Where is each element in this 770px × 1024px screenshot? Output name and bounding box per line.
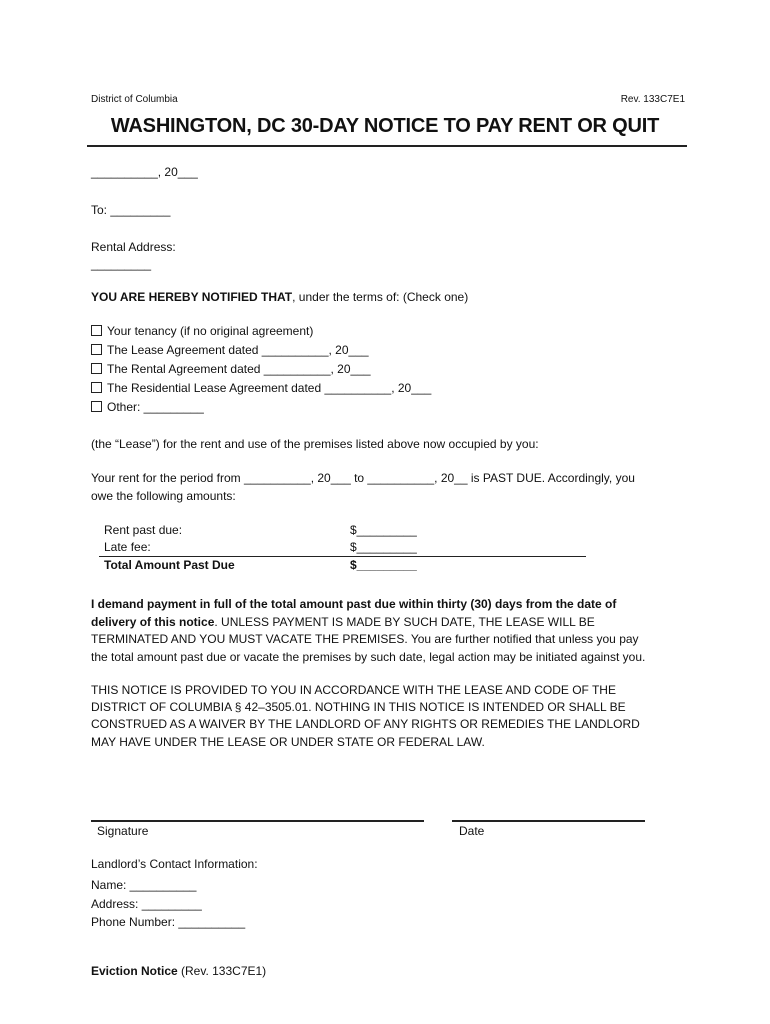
checkbox-icon[interactable] xyxy=(91,344,102,355)
demand-bold-fragment: delivery of this notice xyxy=(91,615,215,629)
rental-address-field: _________ xyxy=(91,257,152,271)
legal-line: MAY HAVE UNDER THE LEASE OR UNDER STATE OR FEDERAL LAW. xyxy=(91,735,485,749)
checkbox-icon[interactable] xyxy=(91,363,102,374)
check-option[interactable] xyxy=(91,360,371,379)
check-option[interactable] xyxy=(91,341,369,360)
rent-period-line: owe the following amounts: xyxy=(91,489,236,503)
document-title: WASHINGTON, DC 30-DAY NOTICE TO PAY RENT OR QUIT xyxy=(110,115,660,137)
legal-line: THIS NOTICE IS PROVIDED TO YOU IN ACCORDANCE WITH THE LEASE AND CODE OF THE xyxy=(91,683,616,697)
total-value: $_________ xyxy=(350,558,417,572)
footer-bold: Eviction Notice xyxy=(91,964,178,978)
notice-lead xyxy=(91,288,468,307)
footer-rest: (Rev. 133C7E1) xyxy=(177,964,267,978)
footer-label xyxy=(91,962,266,981)
contact-address: Address: _________ xyxy=(91,897,202,911)
contact-phone: Phone Number: __________ xyxy=(91,915,246,929)
notice-lead-rest: , under the terms of: (Check one) xyxy=(292,290,469,304)
demand-line: I demand payment in full of the total amount past due within thirty (30) days from the date of xyxy=(91,597,617,611)
signature-label: Signature xyxy=(97,824,149,838)
amount-label: Rent past due: xyxy=(104,523,183,537)
check-option-label: The Rental Agreement dated __________, 20___ xyxy=(107,362,371,376)
demand-rest-fragment: . UNLESS PAYMENT IS MADE BY SUCH DATE, THE LEASE WILL BE xyxy=(214,615,595,629)
lease-statement: (the “Lease”) for the rent and use of the premises listed above now occupied by you: xyxy=(91,437,539,451)
check-option-label: The Residential Lease Agreement dated __________, 20___ xyxy=(107,381,432,395)
check-option-label: Other: _________ xyxy=(107,400,204,414)
check-option[interactable] xyxy=(91,322,313,341)
check-option-label: Your tenancy (if no original agreement) xyxy=(107,324,314,338)
demand-line: TERMINATED AND YOU MUST VACATE THE PREMISES. You are further notified that unless you pay xyxy=(91,632,639,646)
amount-value: $_________ xyxy=(350,523,417,537)
total-label: Total Amount Past Due xyxy=(104,558,235,572)
check-option-label: The Lease Agreement dated __________, 20___ xyxy=(107,343,369,357)
checkbox-icon[interactable] xyxy=(91,382,102,393)
contact-heading: Landlord’s Contact Information: xyxy=(91,857,258,871)
contact-name: Name: __________ xyxy=(91,878,197,892)
checkbox-icon[interactable] xyxy=(91,401,102,412)
revision-label: Rev. 133C7E1 xyxy=(620,94,685,105)
demand-line: the total amount past due or vacate the premises by such date, legal action may be initiated against you. xyxy=(91,650,646,664)
check-option[interactable] xyxy=(91,398,204,417)
rental-address-label: Rental Address: xyxy=(91,240,176,254)
check-option[interactable] xyxy=(91,379,431,398)
amount-value: $_________ xyxy=(350,540,417,554)
amount-label: Late fee: xyxy=(104,540,151,554)
checkbox-icon[interactable] xyxy=(91,325,102,336)
notice-lead-bold: YOU ARE HEREBY NOTIFIED THAT xyxy=(91,290,293,304)
date-field: __________, 20___ xyxy=(91,165,198,179)
legal-line: DISTRICT OF COLUMBIA § 42–3505.01. NOTHING IN THIS NOTICE IS INTENDED OR SHALL BE xyxy=(91,700,626,714)
title-rule xyxy=(87,145,687,147)
date-label: Date xyxy=(459,824,485,838)
rent-period-line: Your rent for the period from __________, 20___ to __________, 20__ is PAST DUE. Accordingly, you xyxy=(91,471,635,485)
to-field: To: _________ xyxy=(91,203,171,217)
jurisdiction-label: District of Columbia xyxy=(91,94,178,105)
legal-line: CONSTRUED AS A WAIVER BY THE LANDLORD OF ANY RIGHTS OR REMEDIES THE LANDLORD xyxy=(91,717,640,731)
